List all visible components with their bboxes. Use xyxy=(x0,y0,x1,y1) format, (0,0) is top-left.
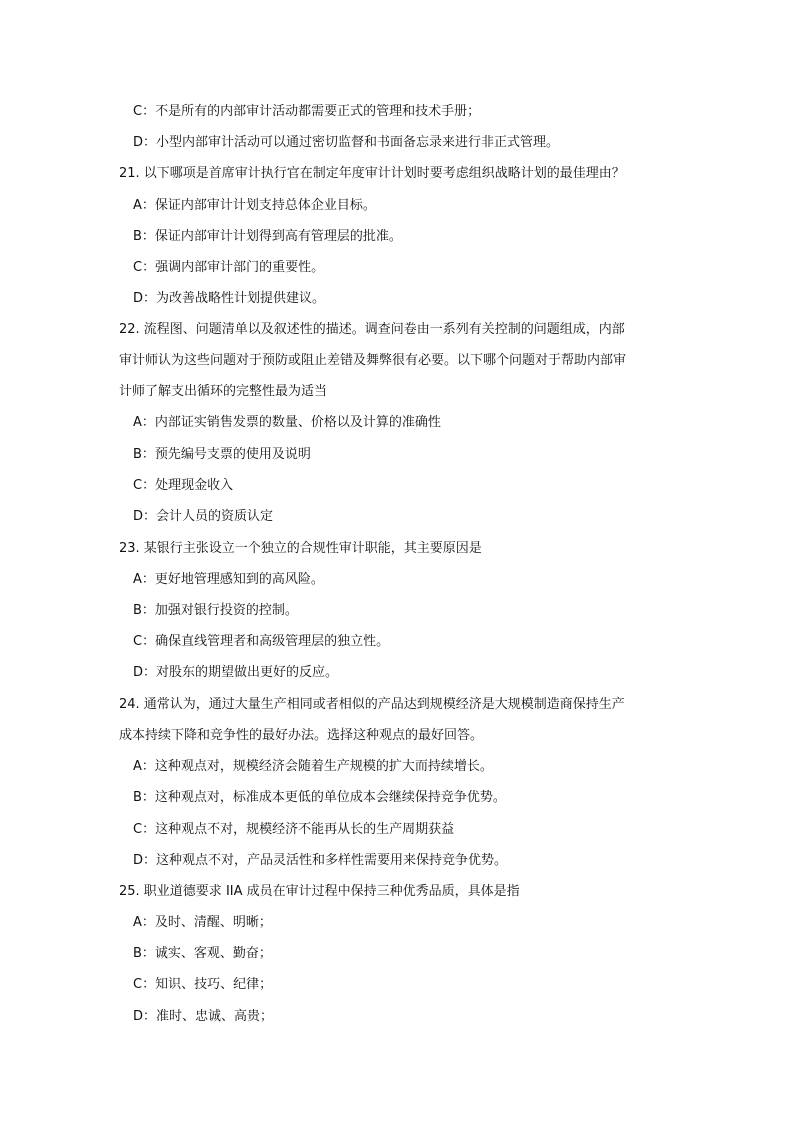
q21-option-c: C：强调内部审计部门的重要性。 xyxy=(133,260,325,275)
q24-option-b: B：这种观点对，标准成本更低的单位成本会继续保持竞争优势。 xyxy=(133,790,506,805)
q23-option-c: C：确保直线管理者和高级管理层的独立性。 xyxy=(133,634,390,649)
q24-option-a: A：这种观点对，规模经济会随着生产规模的扩大而持续增长。 xyxy=(133,759,493,774)
q23-option-b: B：加强对银行投资的控制。 xyxy=(133,603,298,618)
q22-option-c: C：处理现金收入 xyxy=(133,478,234,493)
q24-option-c: C：这种观点不对，规模经济不能再从长的生产周期获益 xyxy=(133,822,455,837)
q21-option-b: B：保证内部审计计划得到高有管理层的批准。 xyxy=(133,229,402,244)
q23-option-a: A：更好地管理感知到的高风险。 xyxy=(133,572,324,587)
q25-option-d: D：准时、忠诚、高贵； xyxy=(133,1009,274,1024)
q21-option-a: A：保证内部审计计划支持总体企业目标。 xyxy=(133,198,376,213)
q20-option-d: D：小型内部审计活动可以通过密切监督和书面备忘录来进行非正式管理。 xyxy=(133,135,560,150)
q22-stem-line-1: 22. 流程图、问题清单以及叙述性的描述。调查问卷由一系列有关控制的问题组成，内部 xyxy=(119,322,625,337)
q23-option-d: D：对股东的期望做出更好的反应。 xyxy=(133,665,339,680)
q25-option-b: B：诚实、客观、勤奋； xyxy=(133,946,272,961)
q24-stem-line-2: 成本持续下降和竞争性的最好办法。选择这种观点的最好回答。 xyxy=(119,728,484,743)
q20-option-c: C：不是所有的内部审计活动都需要正式的管理和技术手册； xyxy=(133,104,481,119)
q25-option-c: C：知识、技巧、纪律； xyxy=(133,977,273,992)
q22-option-b: B：预先编号支票的使用及说明 xyxy=(133,447,311,462)
q21-option-d: D：为改善战略性计划提供建议。 xyxy=(133,291,326,306)
q25-option-a: A：及时、清醒、明晰； xyxy=(133,915,272,930)
q22-stem-line-3: 计师了解支出循环的完整性最为适当 xyxy=(119,384,328,399)
q24-stem-line-1: 24. 通常认为，通过大量生产相同或者相似的产品达到规模经济是大规模制造商保持生产 xyxy=(119,697,625,712)
q23-stem: 23. 某银行主张设立一个独立的合规性审计职能，其主要原因是 xyxy=(119,541,482,556)
q22-option-a: A：内部证实销售发票的数量、价格以及计算的准确性 xyxy=(133,415,441,430)
q22-stem-line-2: 审计师认为这些问题对于预防或阻止差错及舞弊很有必要。以下哪个问题对于帮助内部审 xyxy=(119,353,627,368)
q25-stem: 25. 职业道德要求 IIA 成员在审计过程中保持三种优秀品质，具体是指 xyxy=(119,884,520,899)
q21-stem: 21. 以下哪项是首席审计执行官在制定年度审计计划时要考虑组织战略计划的最佳理由？ xyxy=(119,166,625,181)
q22-option-d: D：会计人员的资质认定 xyxy=(133,509,274,524)
q24-option-d: D：这种观点不对，产品灵活性和多样性需要用来保持竞争优势。 xyxy=(133,853,508,868)
